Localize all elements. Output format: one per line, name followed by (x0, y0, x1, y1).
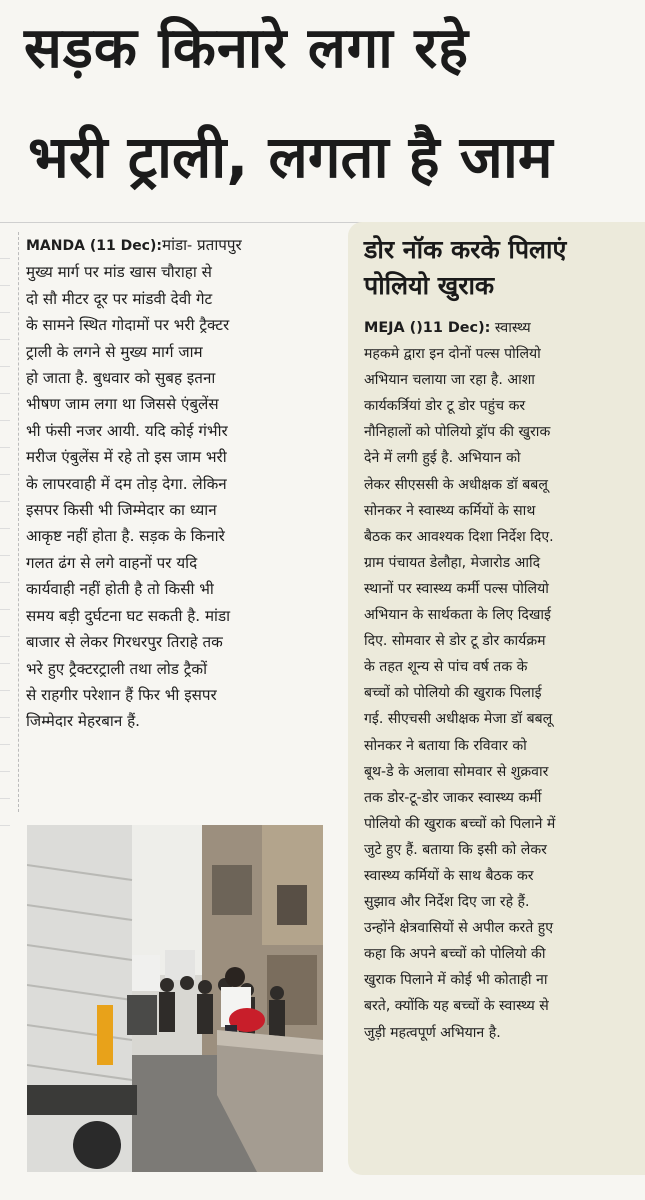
sidebar-line: दिए. सोमवार से डोर टू डोर कार्यक्रम (364, 633, 546, 650)
article-line: बाजार से लेकर गिरधरपुर तिराहे तक (26, 633, 223, 652)
article-line: भी फंसी नजर आयी. यदि कोई गंभीर (26, 421, 228, 440)
sidebar-line: ग्राम पंचायत डेलौहा, मेजारोड आदि (364, 554, 541, 571)
sidebar-line: कार्यकर्त्रियां डोर टू डोर पहुंच कर (364, 398, 526, 415)
sidebar-line: सोनकर ने बताया कि रविवार को (364, 737, 527, 754)
sidebar-title (364, 232, 634, 304)
sidebar-line: उन्होंने क्षेत्रवासियों से अपील करते हुए (364, 920, 554, 937)
sidebar-line: बरते, क्योंकि यह बच्चों के स्वास्थ्य से (364, 998, 549, 1015)
sidebar-line: जुड़ी महत्वपूर्ण अभियान है. (364, 1024, 501, 1041)
article-line: मरीज एंबुलेंस में रहे तो इस जाम भरी (26, 448, 227, 467)
article-line: जिम्मेदार मेहरबान हैं. (26, 712, 140, 731)
article-line: के सामने स्थित गोदामों पर भरी ट्रैक्टर (26, 316, 230, 335)
sidebar-line: देने में लगी हुई है. अभियान को (364, 450, 521, 467)
sidebar-line: बैठक कर आवश्यक दिशा निर्देश दिए. (364, 528, 554, 545)
article-line: ट्राली के लगने से मुख्य मार्ग जाम (26, 342, 203, 361)
sidebar-dateline: MEJA ()11 Dec): (364, 320, 491, 336)
sidebar-line: नौनिहालों को पोलियो ड्रॉप की खुराक (364, 424, 551, 441)
article-line: कार्यवाही नहीं होती है तो किसी भी (26, 580, 214, 599)
polio-sidebar (348, 222, 645, 1175)
article-line: हो जाता है. बुधवार को सुबह इतना (26, 369, 216, 388)
sidebar-line: पोलियो की खुराक बच्चों को पिलाने में (364, 815, 556, 832)
sidebar-line: अभियान के सार्थकता के लिए दिखाई (364, 607, 551, 624)
main-dateline: MANDA (11 Dec): (26, 238, 162, 254)
sidebar-body (364, 315, 636, 1046)
article-line: के लापरवाही में दम तोड़ देगा. लेकिन (26, 474, 227, 493)
article-line: गलत ढंग से लगे वाहनों पर यदि (26, 553, 198, 572)
sidebar-line: जुटे हुए हैं. बताया कि इसी को लेकर (364, 841, 547, 858)
article-line: भीषण जाम लगा था जिससे एंबुलेंस (26, 395, 219, 414)
sidebar-line: स्वास्थ्य कर्मियों के साथ बैठक कर (364, 867, 534, 884)
article-line: मांडा- प्रतापपुर (161, 236, 242, 254)
sidebar-line: स्वास्थ्य (494, 320, 531, 336)
sidebar-line: महकमे द्वारा इन दोनों पल्स पोलियो (364, 346, 541, 363)
sidebar-title-line-1: डोर नॉक करके पिलाएं (364, 235, 567, 264)
article-line: समय बड़ी दुर्घटना घट सकती है. मांडा (26, 606, 231, 625)
sidebar-line: सुझाव और निर्देश दिए जा रहे हैं. (364, 894, 530, 911)
sidebar-line: अभियान चलाया जा रहा है. आशा (364, 372, 535, 389)
article-line: भरे हुए ट्रैक्टरट्राली तथा लोड ट्रैकों (26, 659, 208, 678)
article-line: से राहगीर परेशान हैं फिर भी इसपर (26, 685, 217, 704)
headline-line-2: भरी ट्राली, लगता है जाम (28, 123, 553, 191)
main-article-first-line (26, 232, 326, 259)
sidebar-line: बूथ-डे के अलावा सोमवार से शुक्रवार (364, 763, 549, 780)
headline-line-1: सड़क किनारे लगा रहे (24, 16, 469, 81)
traffic-jam-photo (27, 825, 323, 1172)
sidebar-line: बच्चों को पोलियो की खुराक पिलाई (364, 685, 542, 702)
sidebar-line: कहा कि अपने बच्चों को पोलियो की (364, 946, 546, 963)
sidebar-line: गई. सीएचसी अधीक्षक मेजा डॉ बबलू (364, 711, 553, 728)
sidebar-line: तक डोर-टू-डोर जाकर स्वास्थ्य कर्मी (364, 789, 542, 806)
sidebar-line: स्थानों पर स्वास्थ्य कर्मी पल्स पोलियो (364, 580, 549, 597)
article-line: मुख्य मार्ग पर मांड खास चौराहा से (26, 263, 212, 282)
sidebar-title-line-2: पोलियो खुराक (364, 271, 495, 300)
article-line: दो सौ मीटर दूर पर मांडवी देवी गेट (26, 289, 213, 308)
column-margin-marks (0, 232, 19, 812)
sidebar-line: खुराक पिलाने में कोई भी कोताही ना (364, 972, 548, 989)
article-line: आकृष्ट नहीं होता है. सड़क के किनारे (26, 527, 225, 546)
article-line: इसपर किसी भी जिम्मेदार का ध्यान (26, 501, 217, 520)
sidebar-line: सोनकर ने स्वास्थ्य कर्मियों के साथ (364, 502, 536, 519)
photo-illustration (27, 825, 323, 1172)
main-article (26, 232, 326, 735)
sidebar-line: लेकर सीएससी के अधीक्षक डॉ बबलू (364, 476, 548, 493)
sidebar-line: के तहत शून्य से पांच वर्ष तक के (364, 659, 528, 676)
sidebar-first-line (364, 315, 636, 341)
